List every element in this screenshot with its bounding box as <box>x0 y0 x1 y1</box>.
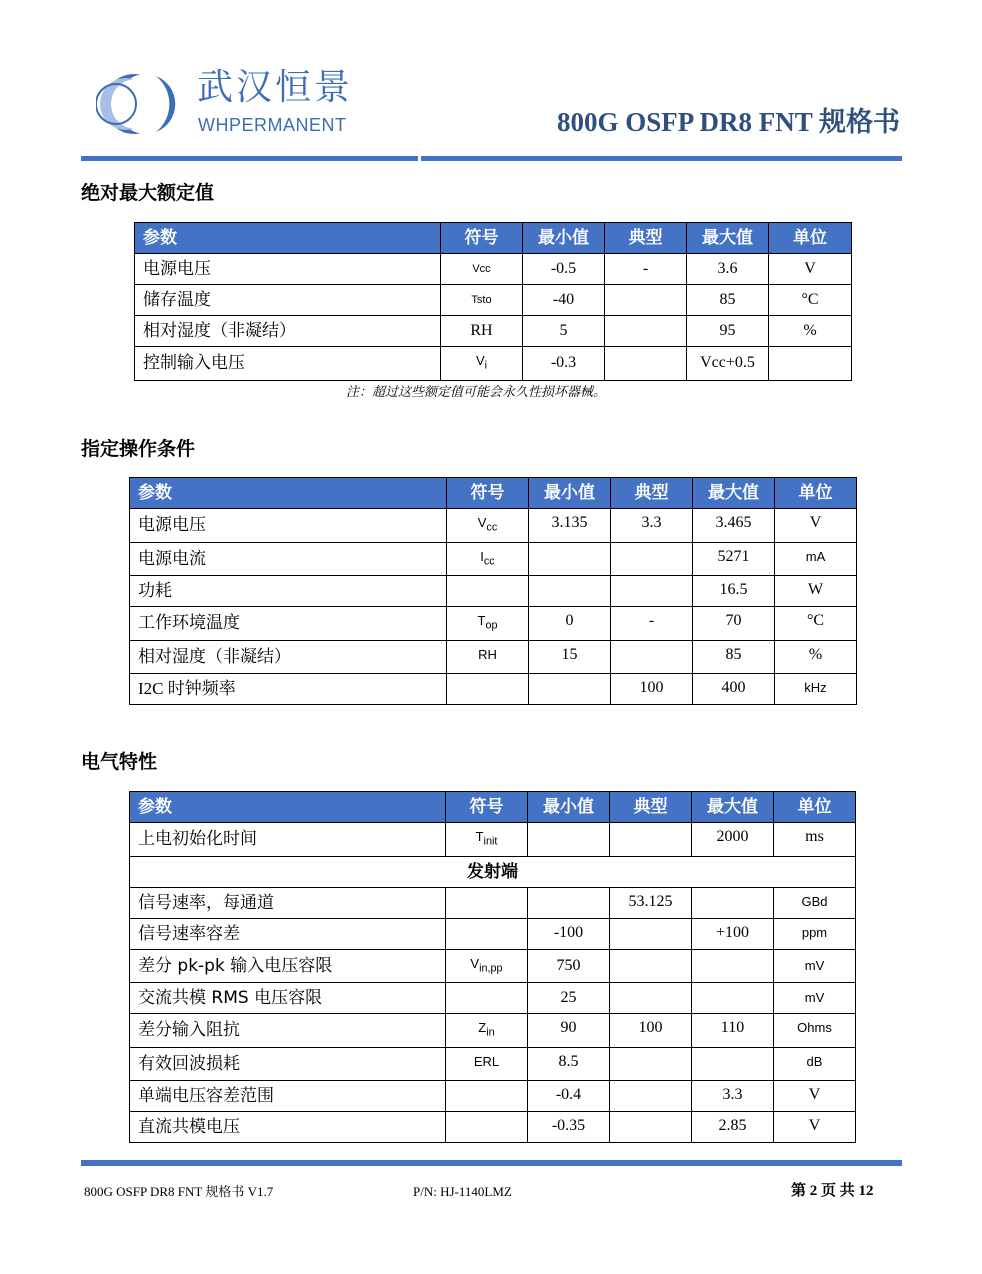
table-row <box>130 640 857 674</box>
col-header: 参数 <box>135 223 441 254</box>
symbol-cell <box>446 983 528 1014</box>
param-cell: I2C 时钟频率 <box>130 674 447 705</box>
symbol-base: T <box>477 613 486 629</box>
unit-cell: ms <box>774 823 856 857</box>
unit-cell: mV <box>774 983 856 1014</box>
table-row <box>130 983 856 1014</box>
elec-table <box>129 791 856 1143</box>
col-header: 符号 <box>441 223 523 254</box>
symbol-cell: Vcc <box>441 254 523 285</box>
symbol-cell <box>446 1014 528 1048</box>
max-cell: 2000 <box>692 823 774 857</box>
table-row <box>130 949 856 983</box>
symbol-cell <box>447 640 529 674</box>
min-cell: -0.4 <box>528 1081 610 1112</box>
col-header: 典型 <box>605 223 687 254</box>
table-row <box>135 254 852 285</box>
table-row <box>130 1047 856 1081</box>
min-cell: -40 <box>523 285 605 316</box>
param-cell: 交流共模 RMS 电压容限 <box>130 983 446 1014</box>
unit-cell: % <box>769 316 852 347</box>
unit-cell: dB <box>774 1047 856 1081</box>
col-header: 最小值 <box>523 223 605 254</box>
min-cell <box>529 674 611 705</box>
param-cell: 差分 pk-pk 输入电压容限 <box>130 949 446 983</box>
min-cell: -100 <box>528 918 610 949</box>
param-cell: 差分输入阻抗 <box>130 1014 446 1048</box>
col-header: 最小值 <box>528 792 610 823</box>
brand-name-en: WHPERMANENT <box>198 115 347 135</box>
col-header: 参数 <box>130 792 446 823</box>
footer-part-number: P/N: HJ-1140LMZ <box>413 1184 512 1199</box>
symbol-cell <box>446 1047 528 1081</box>
max-cell <box>692 887 774 918</box>
table-row <box>130 1081 856 1112</box>
symbol-cell <box>446 1112 528 1143</box>
min-cell <box>529 542 611 576</box>
symbol-sub: cc <box>486 521 498 534</box>
unit-cell: GBd <box>774 887 856 918</box>
col-header: 典型 <box>611 478 693 509</box>
min-cell: 8.5 <box>528 1047 610 1081</box>
table-row <box>130 509 857 543</box>
typ-cell: - <box>605 254 687 285</box>
abs-max-note: 注：超过这些额定值可能会永久性损坏器械。 <box>346 385 607 400</box>
param-cell: 电源电压 <box>130 509 447 543</box>
col-header: 最大值 <box>693 478 775 509</box>
param-cell: 电源电压 <box>135 254 441 285</box>
table-row <box>135 285 852 316</box>
unit-cell: V <box>775 509 857 543</box>
param-cell: 有效回波损耗 <box>130 1047 446 1081</box>
col-header: 符号 <box>447 478 529 509</box>
typ-cell <box>610 1047 692 1081</box>
unit-cell: mA <box>775 542 857 576</box>
param-cell: 储存温度 <box>135 285 441 316</box>
param-cell: 信号速率，每通道 <box>130 887 446 918</box>
logo-graphic <box>96 72 192 136</box>
table-row <box>130 607 857 641</box>
table-header-row <box>130 792 856 823</box>
unit-cell: kHz <box>775 674 857 705</box>
min-cell: 3.135 <box>529 509 611 543</box>
col-header: 单位 <box>775 478 857 509</box>
unit-cell: °C <box>775 607 857 641</box>
param-cell: 电源电流 <box>130 542 447 576</box>
symbol-cell <box>446 887 528 918</box>
min-cell <box>529 576 611 607</box>
symbol-cell <box>446 823 528 857</box>
max-cell: 400 <box>693 674 775 705</box>
symbol-base: ERL <box>473 1053 500 1069</box>
typ-cell <box>610 918 692 949</box>
footer-doc-version: 800G OSFP DR8 FNT 规格书 V1.7 <box>84 1184 274 1199</box>
symbol-cell <box>446 918 528 949</box>
abs-max-heading: 绝对最大额定值 <box>81 182 215 204</box>
min-cell <box>528 887 610 918</box>
max-cell: 3.3 <box>692 1081 774 1112</box>
max-cell: 3.465 <box>693 509 775 543</box>
min-cell: -0.5 <box>523 254 605 285</box>
typ-cell <box>610 1081 692 1112</box>
min-cell: 5 <box>523 316 605 347</box>
symbol-base: V <box>477 515 487 530</box>
max-cell: 5271 <box>693 542 775 576</box>
unit-cell: V <box>774 1112 856 1143</box>
typ-cell <box>611 542 693 576</box>
table-row <box>135 316 852 347</box>
unit-cell <box>769 347 852 381</box>
max-cell: +100 <box>692 918 774 949</box>
col-header: 单位 <box>774 792 856 823</box>
max-cell <box>692 1047 774 1081</box>
typ-cell <box>610 949 692 983</box>
min-cell: -0.35 <box>528 1112 610 1143</box>
symbol-base: Z <box>478 1020 487 1036</box>
col-header: 参数 <box>130 478 447 509</box>
min-cell: -0.3 <box>523 347 605 381</box>
header-rule <box>81 156 902 161</box>
table-row <box>130 576 857 607</box>
max-cell: Vcc+0.5 <box>687 347 769 381</box>
col-header: 典型 <box>610 792 692 823</box>
param-cell: 单端电压容差范围 <box>130 1081 446 1112</box>
typ-cell <box>611 576 693 607</box>
param-cell: 上电初始化时间 <box>130 823 446 857</box>
unit-cell: V <box>774 1081 856 1112</box>
symbol-cell: RH <box>441 316 523 347</box>
min-cell: 15 <box>529 640 611 674</box>
unit-cell: ppm <box>774 918 856 949</box>
typ-cell: 100 <box>611 674 693 705</box>
typ-cell: 53.125 <box>610 887 692 918</box>
max-cell: 95 <box>687 316 769 347</box>
max-cell: 2.85 <box>692 1112 774 1143</box>
brand-name-cn: 武汉恒景 <box>197 67 354 108</box>
header-rule-gap <box>418 156 421 161</box>
symbol-base: V <box>470 955 480 971</box>
typ-cell: 3.3 <box>611 509 693 543</box>
max-cell: 85 <box>693 640 775 674</box>
max-cell: 16.5 <box>693 576 775 607</box>
symbol-cell <box>447 607 529 641</box>
abs-max-table <box>134 222 852 381</box>
max-cell: 110 <box>692 1014 774 1048</box>
op-table <box>129 477 857 705</box>
unit-cell: W <box>775 576 857 607</box>
param-cell: 直流共模电压 <box>130 1112 446 1143</box>
symbol-cell <box>446 1081 528 1112</box>
param-cell: 相对湿度（非凝结） <box>130 640 447 674</box>
unit-cell: V <box>769 254 852 285</box>
unit-cell: mV <box>774 949 856 983</box>
symbol-sub: init <box>483 835 498 848</box>
document-title: 800G OSFP DR8 FNT 规格书 <box>556 107 900 137</box>
param-cell: 控制输入电压 <box>135 347 441 381</box>
table-row <box>135 347 852 381</box>
section-row <box>130 856 856 887</box>
symbol-base: I <box>480 548 484 564</box>
symbol-base: T <box>475 829 484 844</box>
col-header: 单位 <box>769 223 852 254</box>
max-cell: 3.6 <box>687 254 769 285</box>
symbol-sub: in <box>486 1026 495 1039</box>
min-cell: 25 <box>528 983 610 1014</box>
symbol-base: RH <box>478 646 497 662</box>
col-header: 符号 <box>446 792 528 823</box>
max-cell: 70 <box>693 607 775 641</box>
param-cell: 信号速率容差 <box>130 918 446 949</box>
typ-cell <box>605 347 687 381</box>
min-cell: 90 <box>528 1014 610 1048</box>
typ-cell: 100 <box>610 1014 692 1048</box>
table-row <box>130 823 856 857</box>
section-label: 发射端 <box>130 856 856 887</box>
symbol-cell <box>446 949 528 983</box>
param-cell: 功耗 <box>130 576 447 607</box>
param-cell: 工作环境温度 <box>130 607 447 641</box>
symbol-sub: op <box>485 619 498 632</box>
min-cell <box>528 823 610 857</box>
symbol-base: V <box>475 353 485 368</box>
table-row <box>130 542 857 576</box>
col-header: 最小值 <box>529 478 611 509</box>
typ-cell: - <box>611 607 693 641</box>
footer-rule <box>81 1160 902 1166</box>
unit-cell: % <box>775 640 857 674</box>
typ-cell <box>610 823 692 857</box>
typ-cell <box>610 1112 692 1143</box>
symbol-cell <box>441 347 523 381</box>
max-cell <box>692 949 774 983</box>
table-header-row <box>135 223 852 254</box>
min-cell: 750 <box>528 949 610 983</box>
footer-page-number: 第 2 页 共 12 <box>791 1183 874 1199</box>
typ-cell <box>610 983 692 1014</box>
unit-cell: °C <box>769 285 852 316</box>
table-row <box>130 1112 856 1143</box>
symbol-cell <box>447 674 529 705</box>
symbol-sub: cc <box>483 555 495 568</box>
max-cell: 85 <box>687 285 769 316</box>
min-cell: 0 <box>529 607 611 641</box>
typ-cell <box>605 316 687 347</box>
elec-heading: 电气特性 <box>81 751 158 773</box>
symbol-sub: in,pp <box>479 962 503 975</box>
table-row <box>130 1014 856 1048</box>
table-row <box>130 918 856 949</box>
symbol-sub: i <box>484 359 488 372</box>
table-row <box>130 674 857 705</box>
typ-cell <box>611 640 693 674</box>
table-row <box>130 887 856 918</box>
col-header: 最大值 <box>687 223 769 254</box>
col-header: 最大值 <box>692 792 774 823</box>
symbol-cell <box>447 576 529 607</box>
op-heading: 指定操作条件 <box>81 438 196 460</box>
symbol-cell <box>447 542 529 576</box>
param-cell: 相对湿度（非凝结） <box>135 316 441 347</box>
table-header-row <box>130 478 857 509</box>
max-cell <box>692 983 774 1014</box>
typ-cell <box>605 285 687 316</box>
symbol-cell <box>447 509 529 543</box>
unit-cell: Ohms <box>774 1014 856 1048</box>
symbol-cell: Tsto <box>441 285 523 316</box>
